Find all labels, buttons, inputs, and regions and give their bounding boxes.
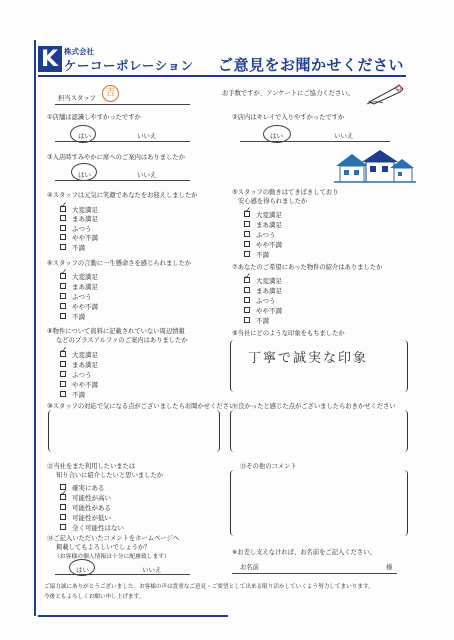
staff-label: 担当スタッフ [58,95,96,102]
q13-answer-box[interactable] [230,470,408,536]
q5-option-1[interactable]: 大変満足 [244,210,282,219]
q6-option-4[interactable]: やや不満 [60,302,98,311]
q6-option-1[interactable]: 大変満足 [60,272,98,281]
q12-text-2: 知り合いに紹介したいと思いましたか [56,472,164,479]
name-suffix: 様 [386,564,393,571]
q4-option-2[interactable]: まあ満足 [60,214,98,223]
footer-closing: 今後ともよろしくお願い申し上げます。 [44,594,145,600]
q2-yes[interactable]: はい [270,132,283,140]
q10-text: ⑩スタッフの対応で気になる点がございましたらお聞かせください [47,403,236,410]
q7-option-4[interactable]: やや不満 [244,306,282,315]
q12-text-1: ⑫当社をまた利用したいまたは [47,463,136,470]
q4-option-4[interactable]: やや不満 [60,233,98,242]
pencil-icon [365,82,405,106]
q11-answer-box[interactable] [230,410,408,452]
q1-yes[interactable]: はい [78,132,91,140]
q2-line [240,141,390,142]
staff-line [55,104,190,105]
q5-option-4[interactable]: やや不満 [244,240,282,249]
q1-line [55,141,190,142]
q8-option-2[interactable]: まあ満足 [60,360,98,369]
q1-text: ①店舗は認識しやすかったですか [47,114,141,121]
title-underline [38,75,406,77]
staff-stamp: 吉 [102,85,119,102]
q5-text-1: ⑤スタッフの動きはてきぱきしており [232,189,339,196]
q4-text: ④スタッフは元気に笑顔であなたをお迎えしましたか [47,192,198,199]
q8-text-2: などのプラスアルファのご案内はありましたか [56,337,188,344]
q3-text: ③入店時すみやかに席へのご案内はありましたか [47,154,185,161]
name-field[interactable] [232,573,397,574]
q2-text: ②店内はキレイで入りやすかったですか [232,114,345,121]
q8-option-1[interactable]: 大変満足 [60,350,98,359]
q6-option-5[interactable]: 不満 [60,312,85,321]
q14-no[interactable]: いいえ [142,566,162,574]
q12-option-5[interactable]: 全く可能性はない [60,523,124,532]
q13-text: ⑬その他のコメント [240,463,297,470]
q12-check-mark: ✓ [60,489,68,499]
q9-handwritten-answer: 丁寧で誠実な印象 [248,351,369,366]
page-title: ご意見をお聞かせください [218,56,405,74]
q14-yes[interactable]: はい [76,566,89,574]
houses-illustration [334,148,416,184]
q8-option-4[interactable]: やや不満 [60,380,98,389]
q5-check-mark: ✓ [244,206,252,216]
q4-check-mark: ✓ [60,201,68,211]
q4-option-1[interactable]: 大変満足 [60,205,98,214]
q11-text: ⑪良かったと感じた点がございましたらおきかせください [232,403,396,410]
q14-text-1: ⑭ご記入いただいたコメントをホームページへ [47,535,180,542]
q3-line [55,180,190,181]
q6-option-3[interactable]: ふつう [60,292,92,301]
q7-option-2[interactable]: まあ満足 [244,286,282,295]
q6-check-mark: ✓ [60,268,68,278]
q5-text-2: 安心感を得られましたか [238,198,308,205]
q5-option-3[interactable]: ふつう [244,230,276,239]
q8-check-mark: ✓ [60,346,68,356]
q12-option-3[interactable]: 可能性がある [60,503,111,512]
q12-option-1[interactable]: 確実にある [60,483,105,492]
q5-option-2[interactable]: まあ満足 [244,220,282,229]
q8-option-5[interactable]: 不満 [60,390,85,399]
q7-option-5[interactable]: 不満 [244,316,269,325]
q5-option-5[interactable]: 不満 [244,250,269,259]
q7-check-mark: ✓ [244,272,252,282]
name-label: お名前 [240,564,259,571]
q3-yes[interactable]: はい [78,171,91,179]
q12-option-4[interactable]: 可能性が低い [60,513,111,522]
company-type: 株式会社 [64,47,94,56]
q6-option-2[interactable]: まあ満足 [60,282,98,291]
q4-option-5[interactable]: 不満 [60,243,85,252]
q2-no[interactable]: いいえ [334,132,354,140]
q10-answer-box[interactable] [48,410,220,452]
q7-option-1[interactable]: 大変満足 [244,276,282,285]
q14-line [55,574,190,575]
q14-text-2: 掲載してもよろしいでしょうか？ [56,544,151,551]
q4-option-3[interactable]: ふつう [60,224,92,233]
q1-no[interactable]: いいえ [137,132,157,140]
q9-text: ⑨当社にどのような印象をもちましたか [232,330,345,337]
q7-text: ⑦あなたのご希望にあった物件の紹介はありましたか [232,264,383,271]
name-note: ※お差し支えなければ、お名前をご記入ください。 [232,549,376,556]
q3-answer-circle [71,163,97,181]
q12-option-2[interactable]: 可能性が高い [60,493,111,502]
q8-text-1: ⑧物件について資料に記載されていない周辺情報 [47,328,185,335]
intro-text: お手数ですが、アンケートにご協力ください。 [222,90,354,97]
q7-option-3[interactable]: ふつう [244,296,276,305]
q8-option-3[interactable]: ふつう [60,370,92,379]
q3-no[interactable]: いいえ [137,171,157,179]
company-logo: K [38,46,62,72]
footer-thanks: ご協力誠にありがとうございました。お客様の声は貴重なご意見・ご要望として出来る限り活かしていくよう努力してまいります。 [44,584,374,590]
company-name: ケーコーポレーション [64,58,194,73]
q14-text-3: （お客様の個人情報は十分に配慮致します） [54,554,170,560]
left-brand-bar [34,40,36,616]
footer-brand-line [38,615,228,617]
q6-text: ⑥スタッフの言動に一生懸命さを感じられましたか [47,260,192,267]
